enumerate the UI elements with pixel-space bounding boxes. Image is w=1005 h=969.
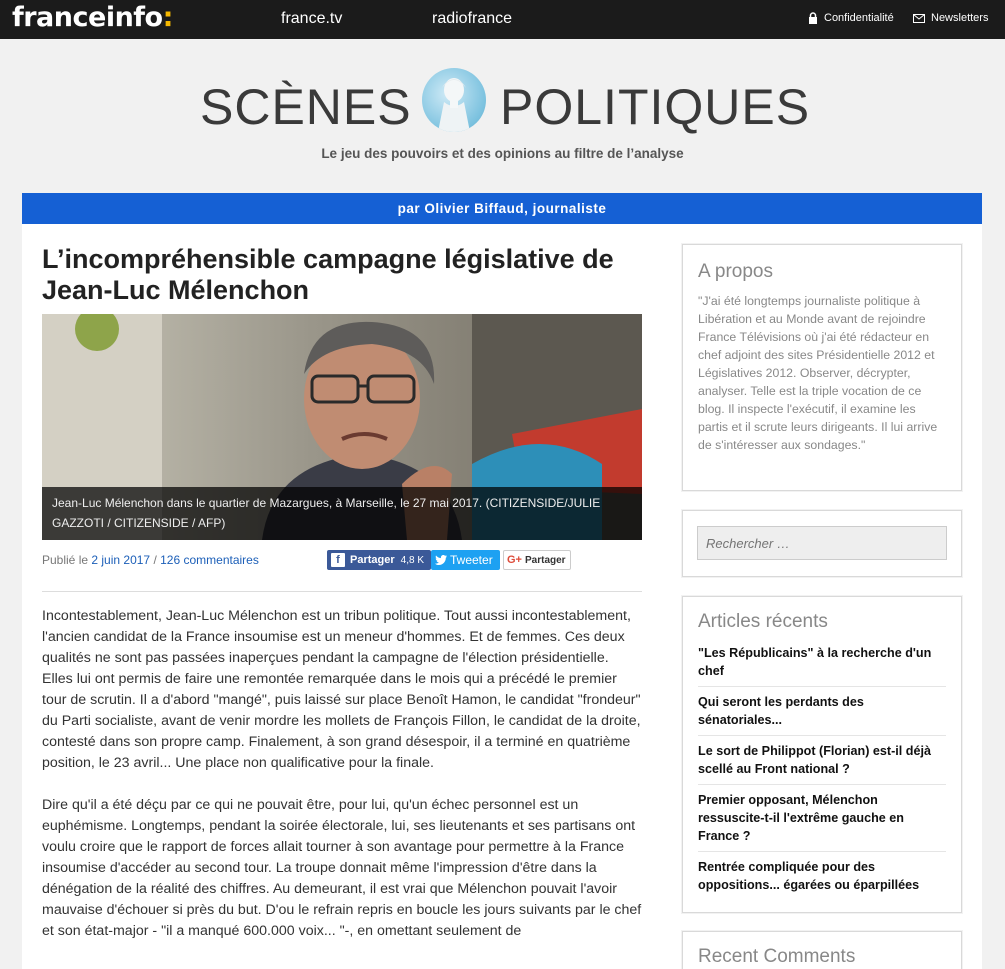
- recent-article-link[interactable]: Qui seront les perdants des sénatoriales...: [698, 687, 946, 736]
- twitter-share-button[interactable]: [431, 550, 500, 570]
- recent-comments-title: Recent Comments: [698, 946, 856, 967]
- article-body: [42, 606, 642, 963]
- article-hero-image[interactable]: [42, 314, 642, 540]
- search-input[interactable]: [697, 526, 947, 560]
- lock-icon: [808, 12, 818, 24]
- envelope-icon: [913, 14, 925, 23]
- franceinfo-logo[interactable]: [12, 2, 173, 33]
- recent-comments-widget: [682, 931, 962, 969]
- logo-text: franceinfo: [12, 2, 163, 33]
- marianne-bust-icon: [422, 68, 486, 132]
- nav-link-radiofrance[interactable]: radiofrance: [432, 10, 513, 27]
- newsletters-label: Newsletters: [931, 12, 989, 24]
- logo-colon: :: [162, 2, 173, 33]
- facebook-icon: f: [331, 553, 345, 567]
- google-share-label: Partager: [524, 554, 566, 566]
- article-divider: [42, 591, 642, 592]
- blog-title[interactable]: [0, 72, 1005, 142]
- newsletters-link[interactable]: [913, 12, 988, 24]
- top-navigation-bar: [0, 0, 1005, 39]
- recent-articles-widget: [682, 596, 962, 913]
- blog-title-left: SCÈNES: [200, 79, 412, 135]
- about-widget: [682, 244, 962, 491]
- google-plus-share-button[interactable]: [503, 550, 571, 570]
- blog-title-right: POLITIQUES: [500, 79, 811, 135]
- article-paragraph: Dire qu'il a été déçu par ce qui ne pouvait être, pour lui, qu'un échec personnel est un euphémisme. Longtemps, pendant la soirée électorale, lui, ses lieutenants et ses partisans ont voulu croire que le rapport de forces allait tourner à son avantage pour permettre à la France insoumise d'accéder au second tour. La troupe donnait même l'impression d'être dans la dénégation de la réalité des chiffres. Au demeurant, il est vrai que Mélenchon pouvait l'avoir mauvaise d'échouer si près du but. D'ou le refrain repris en boucle les jours suivants par le chef et son état-major - "il a manqué 600.000 voix... "-, en omettant seulement de: [42, 797, 642, 939]
- image-caption: Jean-Luc Mélenchon dans le quartier de Mazargues, à Marseille, le 27 mai 2017. (CITIZENSIDE/JULIE GAZZOTI / CITIZENSIDE / AFP): [42, 487, 642, 540]
- about-widget-text: "J'ai été longtemps journaliste politique à Libération et au Monde avant de rejoindre France Télévisions où j'ai été rédacteur en chef adjoint des sites Présidentielle 2012 et Législatives 2012. Observer, décrypter, analyser. Telle est la triple vocation de ce blog. Il inspecte l'exécutif, il examine les partis et il scrute leurs dirigeants. Il lui arrive de s'intéresser aux sondages.": [698, 294, 938, 452]
- google-plus-icon: G+: [507, 554, 522, 566]
- facebook-share-count: 4,8 K: [400, 554, 424, 566]
- published-prefix: Publié le: [42, 553, 89, 567]
- comments-link[interactable]: 126 commentaires: [160, 553, 259, 567]
- confidentiality-label: Confidentialité: [824, 12, 894, 24]
- search-widget: [682, 510, 962, 577]
- recent-articles-list: [698, 642, 946, 900]
- about-widget-title: A propos: [698, 261, 773, 282]
- twitter-bird-icon: [435, 555, 447, 565]
- recent-article-link[interactable]: Le sort de Philippot (Florian) est-il déjà scellé au Front national ?: [698, 736, 946, 785]
- blog-tagline: Le jeu des pouvoirs et des opinions au filtre de l’analyse: [321, 146, 684, 161]
- recent-article-link[interactable]: "Les Républicains" à la recherche d'un chef: [698, 642, 946, 687]
- recent-article-link[interactable]: Premier opposant, Mélenchon ressuscite-t-il l'extrême gauche en France ?: [698, 785, 946, 852]
- nav-link-francetv[interactable]: france.tv: [281, 10, 343, 27]
- author-byline-bar: par Olivier Biffaud, journaliste: [22, 193, 982, 224]
- published-date-link[interactable]: 2 juin 2017: [91, 553, 151, 567]
- facebook-share-label: Partager: [350, 554, 395, 566]
- article-meta: [42, 553, 259, 567]
- article-paragraph: Incontestablement, Jean-Luc Mélenchon est un tribun politique. Tout aussi incontestablement, l'ancien candidat de la France insoumise est un meneur d'hommes. Et de femmes. Ces deux qualités ne sont pas passées inaperçues pendant la campagne de l'élection présidentielle. Elles lui ont permis de faire une remontée remarquée dans le mois qui a précédé le premier tour de scrutin. Il a d'abord "mangé", puis laissé sur place Benoît Hamon, le candidat "frondeur" du Parti socialiste, avant de venir mordre les mollets de François Fillon, le candidat de la droite, contesté dans son propre camp. Finalement, à son grand désespoir, il a terminé en quatrième position, le 23 avril... Une place non qualificative pour la finale.: [42, 608, 641, 771]
- recent-articles-title: Articles récents: [698, 611, 828, 632]
- article-title[interactable]: L’incompréhensible campagne législative de Jean-Luc Mélenchon: [42, 244, 614, 305]
- meta-separator: /: [153, 553, 157, 567]
- confidentiality-link[interactable]: [808, 12, 894, 24]
- recent-article-link[interactable]: Rentrée compliquée pour des oppositions... égarées ou éparpillées: [698, 860, 920, 892]
- facebook-share-button[interactable]: [327, 550, 431, 570]
- twitter-share-label: Tweeter: [450, 553, 493, 567]
